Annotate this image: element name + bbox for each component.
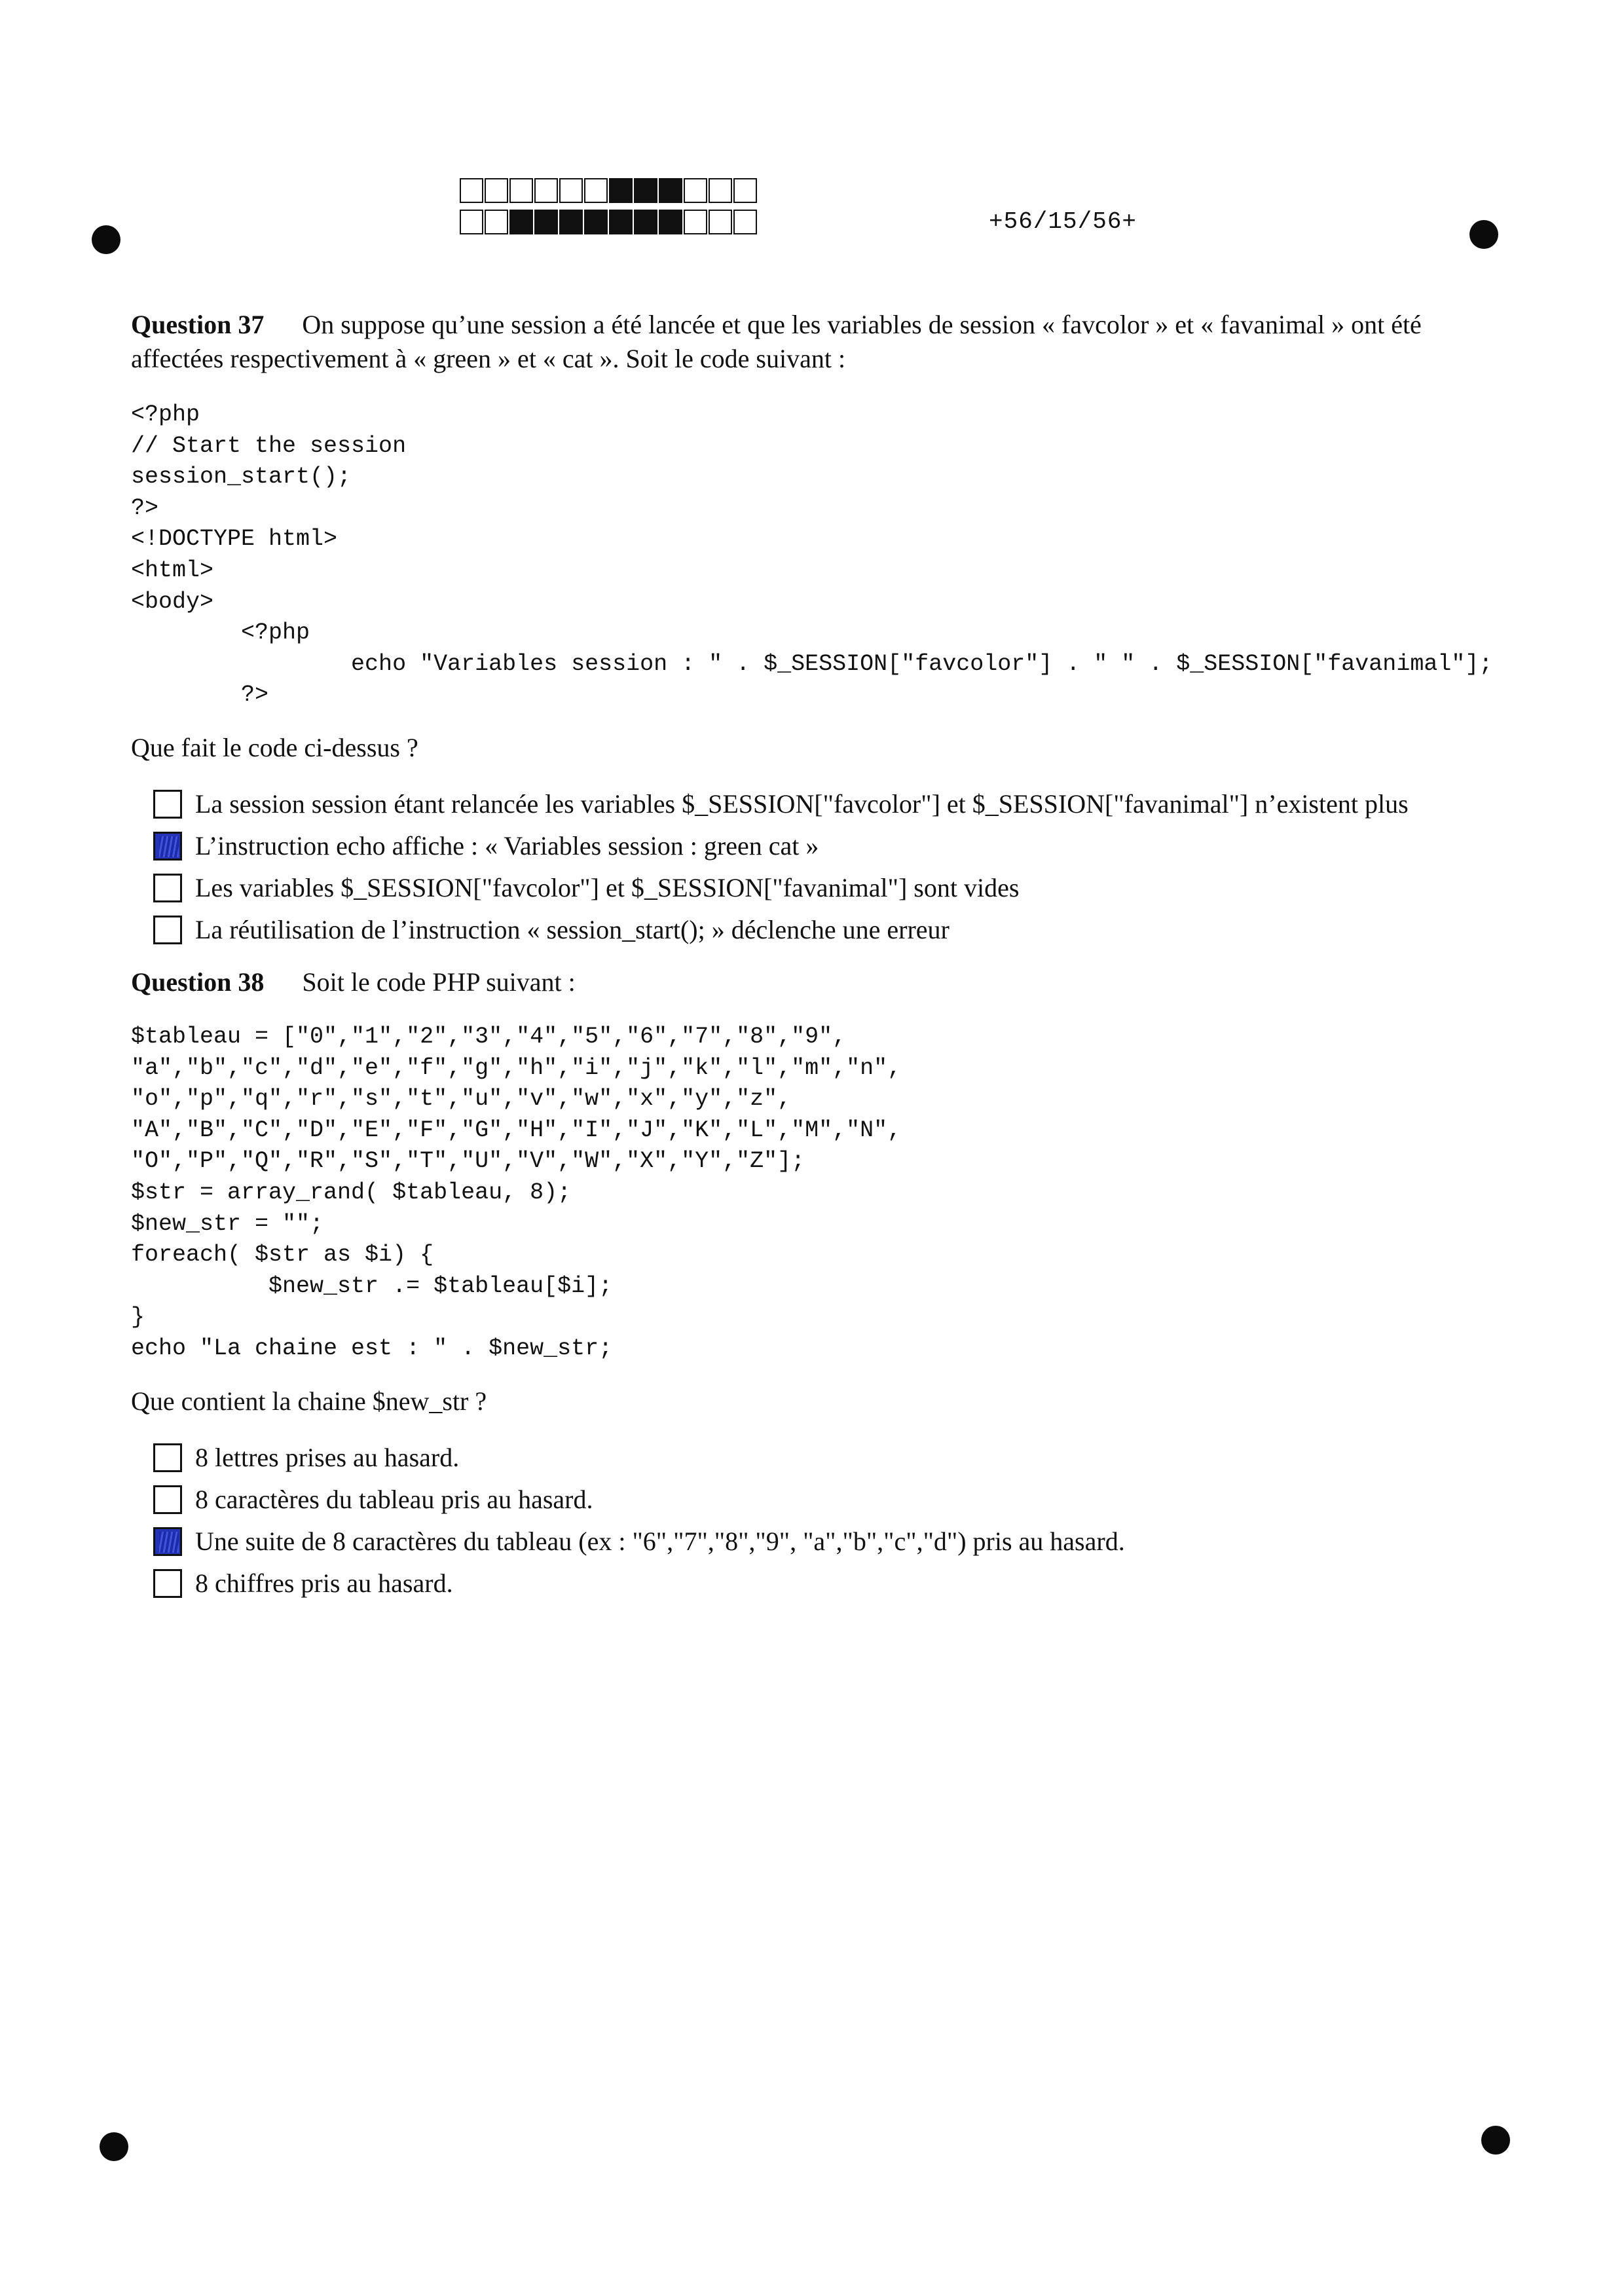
code-line: ?> — [131, 682, 269, 709]
answer-label: Les variables $_SESSION["favcolor"] et $_SESSION["favanimal"] sont vides — [195, 873, 1020, 903]
answer-checkbox[interactable] — [153, 1485, 182, 1514]
barcode-cell — [584, 178, 608, 203]
barcode-cell — [684, 178, 707, 203]
registration-mark-bottom-right — [1481, 2126, 1510, 2155]
barcode-row-top — [460, 178, 758, 203]
question-38-intro: Soit le code PHP suivant : — [302, 967, 576, 997]
barcode-cell-filled — [659, 178, 682, 203]
question-37-code — [131, 399, 1493, 711]
answer-checkbox[interactable] — [153, 790, 182, 819]
code-line: $new_str = ""; — [131, 1210, 324, 1237]
answer-checkbox[interactable] — [153, 916, 182, 944]
answer-label: 8 caractères du tableau pris au hasard. — [195, 1485, 593, 1515]
code-line: "a","b","c","d","e","f","g","h","i","j","k","l","m","n", — [131, 1054, 902, 1081]
answer-checkbox-checked[interactable] — [153, 1527, 182, 1556]
barcode-cell — [709, 178, 732, 203]
answer-label: La session session étant relancée les variables $_SESSION["favcolor"] et $_SESSION["favanimal"] n’existent plus — [195, 789, 1409, 819]
barcode-cell-filled — [634, 210, 657, 234]
answer-option — [131, 1479, 1493, 1521]
code-line: <!DOCTYPE html> — [131, 526, 338, 553]
code-line: "o","p","q","r","s","t","u","v","w","x","y","z", — [131, 1086, 792, 1113]
code-line: <html> — [131, 557, 214, 583]
answer-option — [131, 825, 1493, 867]
barcode-cell-filled — [559, 210, 583, 234]
barcode-cell-filled — [509, 210, 533, 234]
question-38-title: Question 38 — [131, 967, 265, 997]
code-line: $tableau = ["0","1","2","3","4","5","6","7","8","9", — [131, 1024, 847, 1050]
answer-option — [131, 783, 1493, 825]
barcode-cell-filled — [584, 210, 608, 234]
question-37 — [131, 308, 1493, 951]
barcode-row-bottom — [460, 210, 758, 234]
barcode-cell — [485, 210, 508, 234]
question-38-options — [131, 1437, 1493, 1604]
code-line: foreach( $str as $i) { — [131, 1242, 434, 1268]
question-38-heading — [131, 965, 1493, 999]
barcode-cell-filled — [534, 210, 558, 234]
answer-checkbox[interactable] — [153, 1443, 182, 1472]
answer-checkbox[interactable] — [153, 1569, 182, 1598]
answer-label: L’instruction echo affiche : « Variables session : green cat » — [195, 831, 819, 861]
code-line: echo "Variables session : " . $_SESSION["favcolor"] . " " . $_SESSION["favanimal"]; — [131, 650, 1493, 677]
code-line: ?> — [131, 494, 159, 521]
barcode-cell — [460, 178, 483, 203]
question-38-prompt: Que contient la chaine $new_str ? — [131, 1386, 487, 1416]
code-line: <?php — [131, 620, 310, 646]
question-37-intro-line1: On suppose qu’une session a été lancée et que les variables de session « favcolor » et « favanimal » ont été — [302, 310, 1422, 339]
question-37-heading — [131, 308, 1493, 342]
question-38 — [131, 965, 1493, 1604]
question-37-intro-line2: affectées respectivement à « green » et « cat ». Soit le code suivant : — [131, 344, 846, 373]
barcode-cell — [534, 178, 558, 203]
code-line: "A","B","C","D","E","F","G","H","I","J","K","L","M","N", — [131, 1117, 902, 1143]
sheet-code: +56/15/56+ — [989, 208, 1137, 235]
code-line: "O","P","Q","R","S","T","U","V","W","X","Y","Z"]; — [131, 1148, 805, 1175]
answer-option — [131, 867, 1493, 909]
barcode-cell — [460, 210, 483, 234]
code-line: // Start the session — [131, 432, 407, 459]
code-line: } — [131, 1304, 145, 1331]
barcode-cell-filled — [659, 210, 682, 234]
code-line: <body> — [131, 588, 214, 615]
barcode-cell — [485, 178, 508, 203]
id-barcode — [460, 178, 758, 236]
code-line: $str = array_rand( $tableau, 8); — [131, 1179, 572, 1206]
answer-option — [131, 1437, 1493, 1479]
code-line: session_start(); — [131, 464, 352, 491]
answer-label: La réutilisation de l’instruction « session_start(); » déclenche une erreur — [195, 915, 950, 945]
question-38-code — [131, 1022, 1493, 1365]
answer-checkbox-checked[interactable] — [153, 832, 182, 861]
answer-label: Une suite de 8 caractères du tableau (ex : "6","7","8","9", "a","b","c","d") pris au hasard. — [195, 1527, 1125, 1557]
code-line: echo "La chaine est : " . $new_str; — [131, 1335, 613, 1361]
code-line: <?php — [131, 401, 200, 428]
answer-option — [131, 1563, 1493, 1604]
barcode-cell-filled — [634, 178, 657, 203]
barcode-cell — [509, 178, 533, 203]
registration-mark-bottom-left — [100, 2132, 128, 2161]
question-37-prompt: Que fait le code ci-dessus ? — [131, 732, 418, 762]
registration-mark-top-right — [1469, 220, 1498, 249]
barcode-cell — [733, 178, 757, 203]
barcode-cell — [684, 210, 707, 234]
answer-label: 8 lettres prises au hasard. — [195, 1443, 460, 1473]
barcode-cell-filled — [609, 178, 633, 203]
answer-checkbox[interactable] — [153, 874, 182, 902]
answer-option — [131, 1521, 1493, 1563]
question-37-options — [131, 783, 1493, 951]
barcode-cell — [709, 210, 732, 234]
registration-mark-top-left — [92, 225, 120, 254]
barcode-cell — [733, 210, 757, 234]
answer-option — [131, 909, 1493, 951]
answer-label: 8 chiffres pris au hasard. — [195, 1568, 453, 1599]
code-line: $new_str .= $tableau[$i]; — [131, 1272, 613, 1299]
question-37-title: Question 37 — [131, 310, 265, 339]
barcode-cell — [559, 178, 583, 203]
barcode-cell-filled — [609, 210, 633, 234]
